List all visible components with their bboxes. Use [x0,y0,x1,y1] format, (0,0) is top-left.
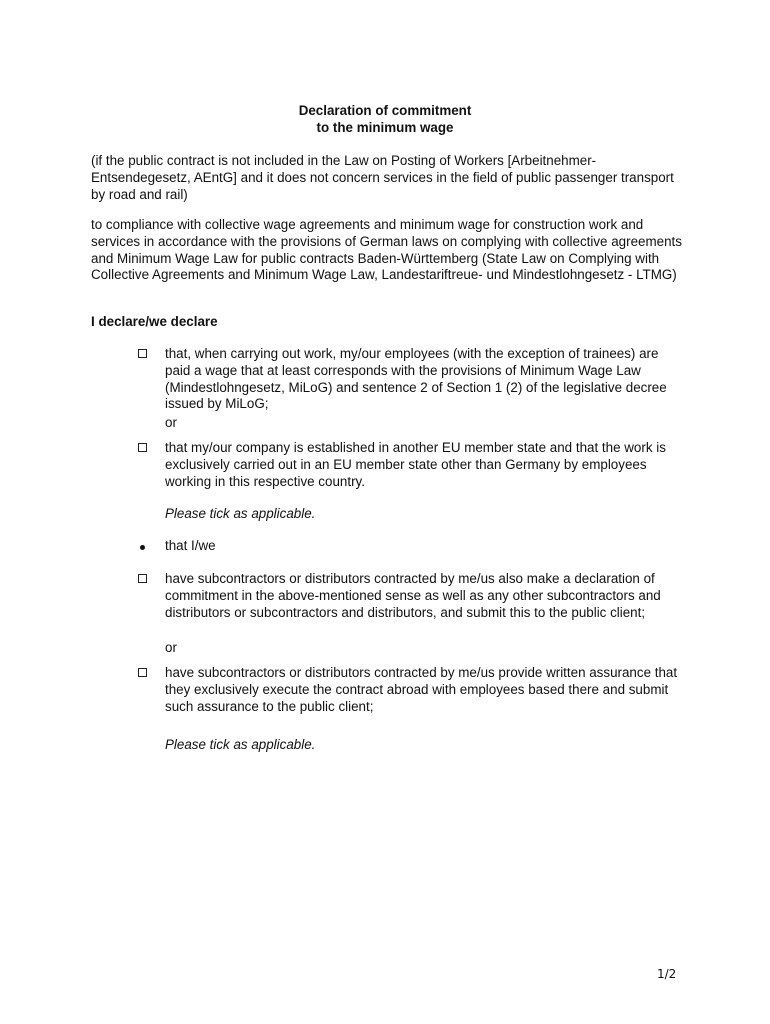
title-line-2: to the minimum wage [316,120,454,135]
option-3-text: have subcontractors or distributors contracted by me/us also make a declaration of commitment in the above-mentioned sense as well as any other subcontractors and distributors or subcontractors and distributors, and submit this to the public client; [165,571,661,620]
option-4-checkbox[interactable] [138,665,154,682]
intro-condition-paragraph: (if the public contract is not included in the Law on Posting of Workers [Arbeitnehmer-Entsendegesetz, AEntG] and it does not concern services in the field of public passenger transport by road and rail) [91,153,674,202]
document-title [0,102,770,136]
title-line-1: Declaration of commitment [298,103,472,118]
option-4-text: have subcontractors or distributors contracted by me/us provide written assurance that they exclusively execute the contract abroad with employees based there and submit such assurance to the public client; [165,665,678,714]
tick-note-2: Please tick as applicable. [165,737,316,752]
bullet-text: that I/we [165,538,216,553]
option-2-text: that my/our company is established in another EU member state and that the work is exclusively carried out in an EU member state other than Germany by employees working in this respective country. [165,440,666,489]
declare-heading: I declare/we declare [91,314,218,329]
tick-note-1: Please tick as applicable. [165,506,316,521]
or-separator-2: or [165,640,177,655]
bullet-icon [138,538,154,555]
intro-purpose-paragraph: to compliance with collective wage agreements and minimum wage for construction work and services in accordance with the provisions of German laws on complying with collective agreements and Minimum Wage Law for public contracts Baden-Württemberg (State Law on Complying with Collective Agreements and Minimum Wage Law, Landestariftreue- und Mindestlohngesetz - LTMG) [91,217,682,283]
page-number: 1/2 [657,967,677,981]
option-2-checkbox[interactable] [138,440,154,457]
option-1-checkbox[interactable] [138,346,154,363]
option-3-checkbox[interactable] [138,571,154,588]
option-1-text: that, when carrying out work, my/our employees (with the exception of trainees) are paid a wage that at least corresponds with the provisions of Minimum Wage Law (Mindestlohngesetz, MiLoG) and sentence 2 of Section 1 (2) of the legislative decree issued by MiLoG; [165,346,667,412]
or-separator-1: or [165,415,177,430]
